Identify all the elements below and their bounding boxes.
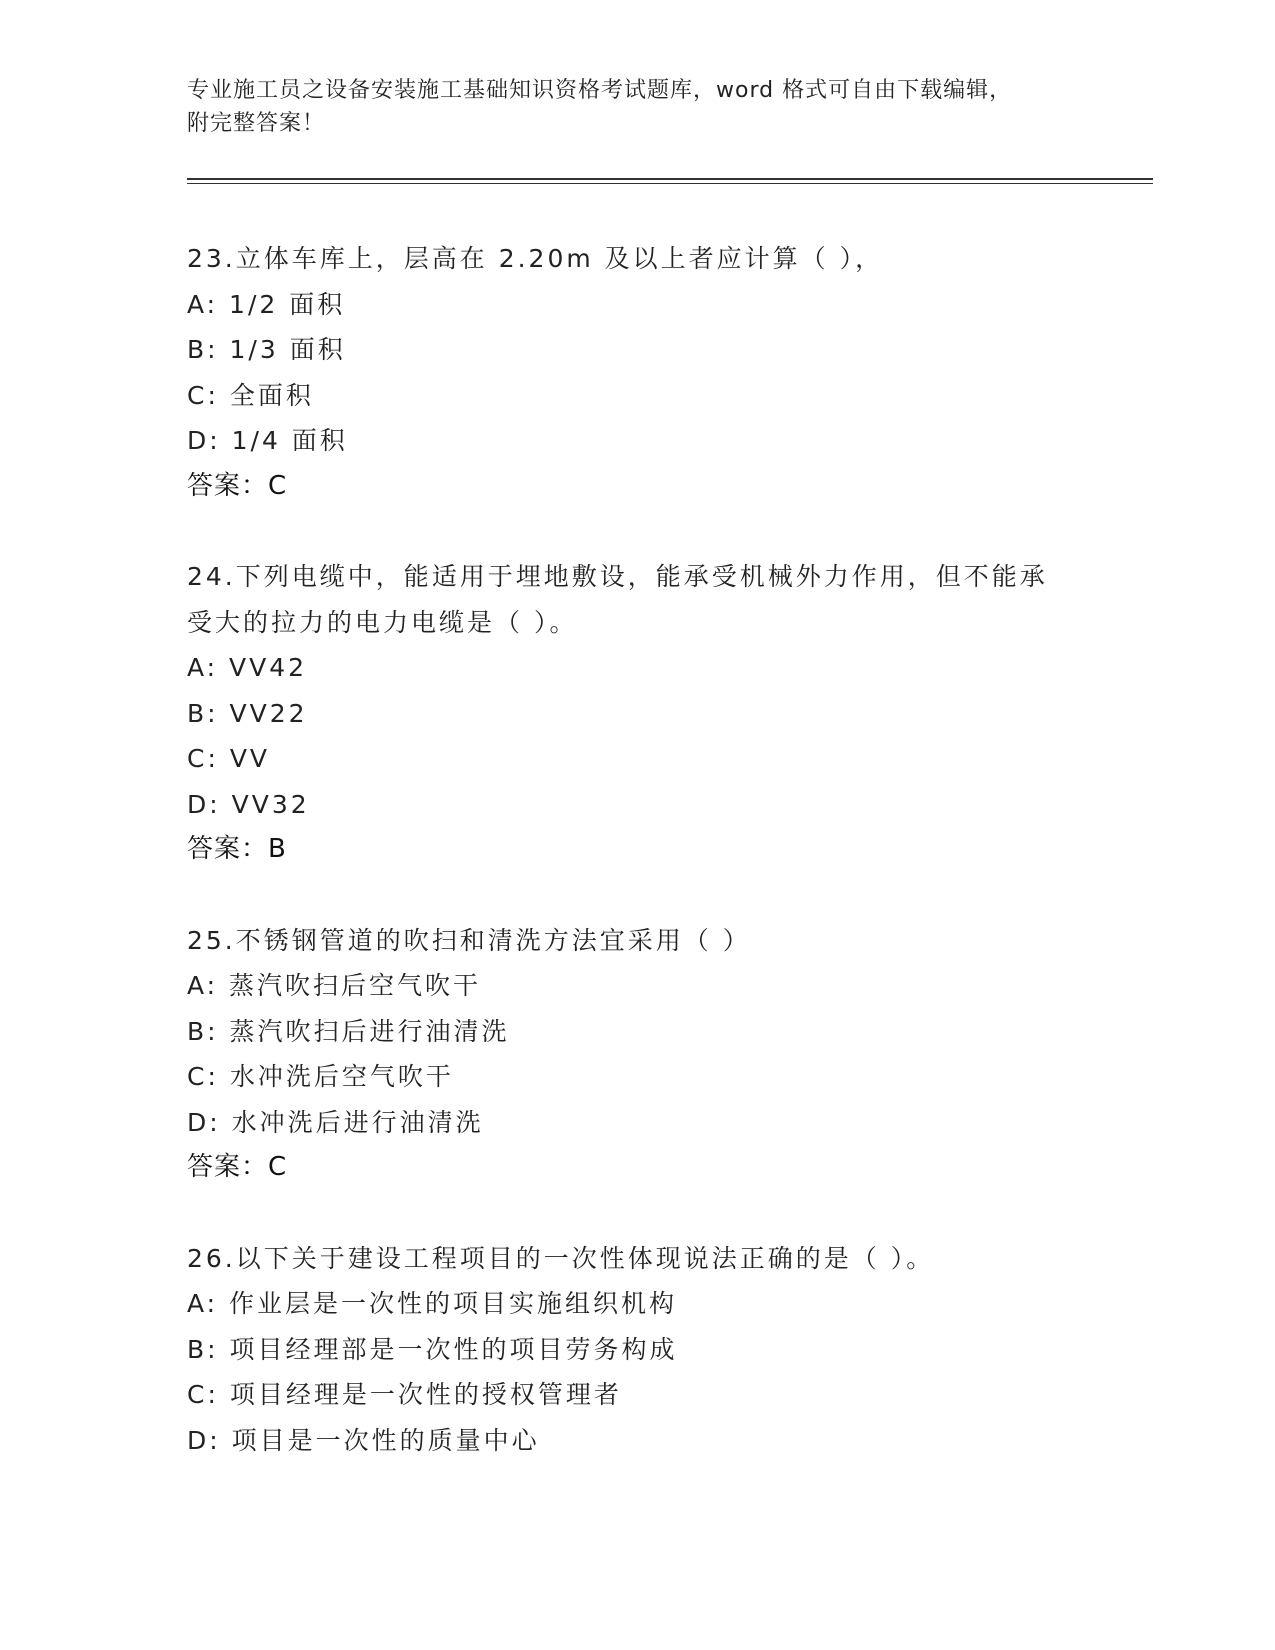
- option-d: D: 项目是一次性的质量中心: [187, 1425, 540, 1455]
- question-25: [187, 918, 1087, 1191]
- option-d: D: VV32: [187, 789, 310, 819]
- answer-label: 答案：C: [187, 470, 288, 501]
- option-b: B: 1/3 面积: [187, 335, 346, 364]
- question-23: [187, 236, 1087, 509]
- question-stem: 26.以下关于建设工程项目的一次性体现说法正确的是（ ）。: [187, 1243, 935, 1273]
- question-24: [187, 554, 1087, 873]
- question-stem: 25.不锈钢管道的吹扫和清洗方法宜采用（ ）: [187, 925, 751, 955]
- header-divider: [187, 178, 1153, 184]
- option-b: B: VV22: [187, 698, 308, 728]
- option-a: A: 1/2 面积: [187, 289, 346, 319]
- question-26: [187, 1236, 1087, 1464]
- option-c: C: 项目经理是一次性的授权管理者: [187, 1380, 622, 1409]
- option-c: C: 水冲洗后空气吹干: [187, 1062, 454, 1091]
- option-c: C: 全面积: [187, 380, 314, 410]
- answer-label: 答案：B: [187, 834, 287, 864]
- question-list: [187, 236, 1087, 1508]
- option-b: B: 蒸汽吹扫后进行油清洗: [187, 1016, 510, 1046]
- question-stem-continued: 受大的拉力的电力电缆是（ ）。: [187, 607, 578, 637]
- option-a: A: 蒸汽吹扫后空气吹干: [187, 971, 482, 1000]
- answer-label: 答案：C: [187, 1152, 288, 1182]
- option-a: A: 作业层是一次性的项目实施组织机构: [187, 1289, 678, 1318]
- header-line-2: 附完整答案！: [187, 111, 326, 136]
- option-a: A: VV42: [187, 653, 308, 682]
- question-stem: 23.立体车库上，层高在 2.20m 及以上者应计算（ ），: [187, 244, 884, 273]
- option-b: B: 项目经理部是一次性的项目劳务构成: [187, 1334, 678, 1364]
- question-stem: 24.下列电缆中，能适用于埋地敷设，能承受机械外力作用，但不能承: [187, 562, 1048, 591]
- option-d: D: 1/4 面积: [187, 426, 348, 455]
- option-d: D: 水冲洗后进行油清洗: [187, 1107, 484, 1137]
- header-line-1: 专业施工员之设备安装施工基础知识资格考试题库，word 格式可自由下载编辑，: [187, 78, 1013, 103]
- document-header: [187, 74, 1087, 140]
- option-c: C: VV: [187, 744, 271, 773]
